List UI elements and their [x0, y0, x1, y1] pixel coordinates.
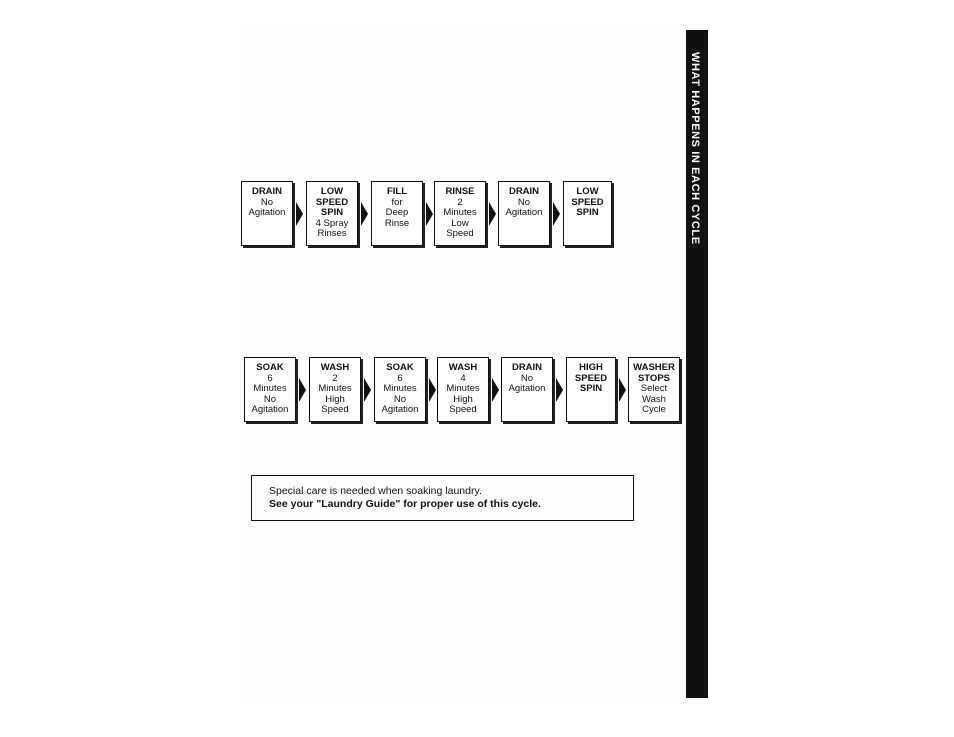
step-head: SOAK [386, 362, 414, 373]
step-drain [501, 357, 553, 422]
step-head: DRAIN [251, 186, 283, 197]
step-head: LOW SPEED SPIN [571, 186, 604, 218]
step-fill [371, 181, 423, 246]
soak-care-note [251, 475, 634, 521]
step-sub: 4 Minutes High Speed [446, 372, 480, 415]
note-line-1: Special care is needed when soaking laundry. [269, 485, 482, 497]
step-head: WASH [448, 362, 478, 373]
step-washer-stops [628, 357, 680, 422]
step-sub: No Agitation [505, 196, 543, 218]
step-sub: 6 Minutes No Agitation [251, 372, 289, 415]
step-sub: 4 Spray Rinses [315, 217, 349, 239]
arrow-right-icon [361, 202, 368, 226]
arrow-right-icon [299, 378, 306, 402]
step-wash [309, 357, 361, 422]
side-title: WHAT HAPPENS IN EACH CYCLE [689, 52, 701, 245]
step-head: WASH [320, 362, 350, 373]
step-head: DRAIN [508, 186, 540, 197]
step-drain [241, 181, 293, 246]
step-sub: No Agitation [248, 196, 286, 218]
step-sub: No Agitation [508, 372, 546, 394]
note-line-2: See your "Laundry Guide" for proper use of this cycle. [269, 498, 541, 510]
arrow-right-icon [429, 378, 436, 402]
arrow-right-icon [364, 378, 371, 402]
step-high-speed-spin [566, 357, 616, 422]
step-low-speed-spin [306, 181, 358, 246]
step-head: RINSE [445, 186, 475, 197]
arrow-right-icon [426, 202, 433, 226]
arrow-right-icon [492, 378, 499, 402]
step-sub: for Deep Rinse [384, 196, 410, 229]
step-drain [498, 181, 550, 246]
side-tab [686, 30, 708, 698]
step-head: FILL [386, 186, 408, 197]
step-sub: 6 Minutes No Agitation [381, 372, 419, 415]
step-soak [244, 357, 296, 422]
arrow-right-icon [296, 202, 303, 226]
step-sub: 2 Minutes Low Speed [443, 196, 477, 239]
step-low-speed-spin [563, 181, 612, 246]
step-sub: 2 Minutes High Speed [318, 372, 352, 415]
step-head: SOAK [256, 362, 284, 373]
step-head: DRAIN [511, 362, 543, 373]
arrow-right-icon [489, 202, 496, 226]
step-sub: Select Wash Cycle [640, 383, 668, 415]
arrow-right-icon [553, 202, 560, 226]
step-head: HIGH SPEED SPIN [574, 362, 608, 394]
step-soak [374, 357, 426, 422]
arrow-right-icon [556, 378, 563, 402]
step-head: WASHER STOPS [633, 362, 675, 384]
step-head: LOW SPEED SPIN [315, 186, 349, 218]
arrow-right-icon [619, 378, 626, 402]
step-wash [437, 357, 489, 422]
step-rinse [434, 181, 486, 246]
